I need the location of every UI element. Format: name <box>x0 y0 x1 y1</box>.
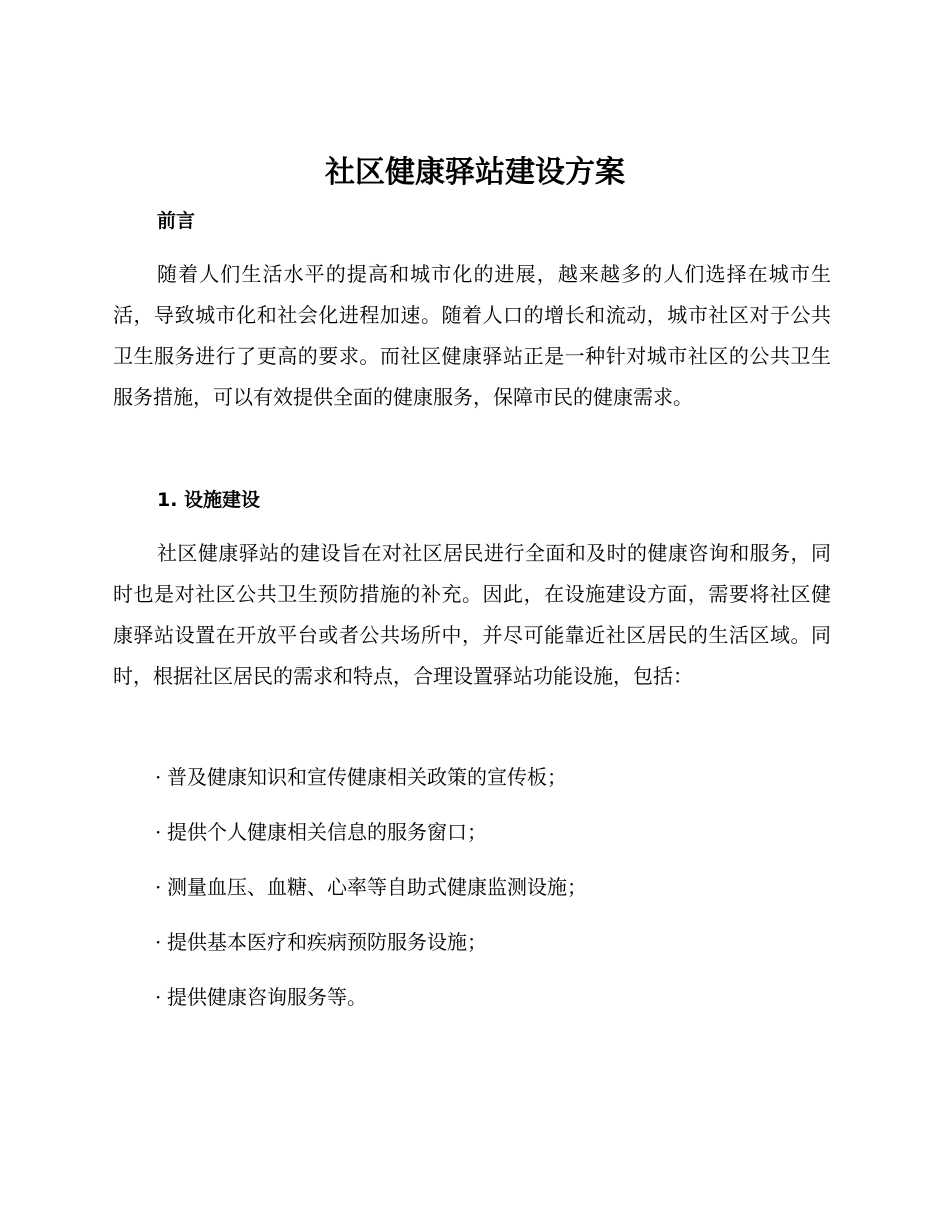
list-item <box>155 927 587 957</box>
bullet-marker: · <box>155 765 162 789</box>
bullet-marker: · <box>155 820 162 844</box>
bullet-marker: · <box>155 875 162 899</box>
facilities-list <box>155 762 587 1037</box>
list-item <box>155 817 587 847</box>
list-item-text: 提供个人健康相关信息的服务窗口； <box>167 820 487 844</box>
list-item <box>155 872 587 902</box>
document-title: 社区健康驿站建设方案 <box>325 155 625 190</box>
facilities-paragraph: 社区健康驿站的建设旨在对社区居民进行全面和及时的健康咨询和服务，同时也是对社区公共卫生预防措施的补充。因此，在设施建设方面，需要将社区健康驿站设置在开放平台或者公共场所中，并尽可能靠近社区居民的生活区域。同时，根据社区居民的需求和特点，合理设置驿站功能设施，包括： <box>113 541 831 688</box>
list-item-text: 提供健康咨询服务等。 <box>167 985 367 1009</box>
preface-paragraph: 随着人们生活水平的提高和城市化的进展，越来越多的人们选择在城市生活，导致城市化和社会化进程加速。随着人口的增长和流动，城市社区对于公共卫生服务进行了更高的要求。而社区健康驿站正是一种针对城市社区的公共卫生服务措施，可以有效提供全面的健康服务，保障市民的健康需求。 <box>113 262 831 409</box>
section-heading-facilities: 1. 设施建设 <box>157 489 261 511</box>
list-item <box>155 982 587 1012</box>
list-item-text: 测量血压、血糖、心率等自助式健康监测设施； <box>167 875 587 899</box>
list-item-text: 提供基本医疗和疾病预防服务设施； <box>167 930 487 954</box>
bullet-marker: · <box>155 930 162 954</box>
list-item <box>155 762 587 792</box>
bullet-marker: · <box>155 985 162 1009</box>
section-heading-preface: 前言 <box>157 210 196 232</box>
list-item-text: 普及健康知识和宣传健康相关政策的宣传板； <box>167 765 567 789</box>
